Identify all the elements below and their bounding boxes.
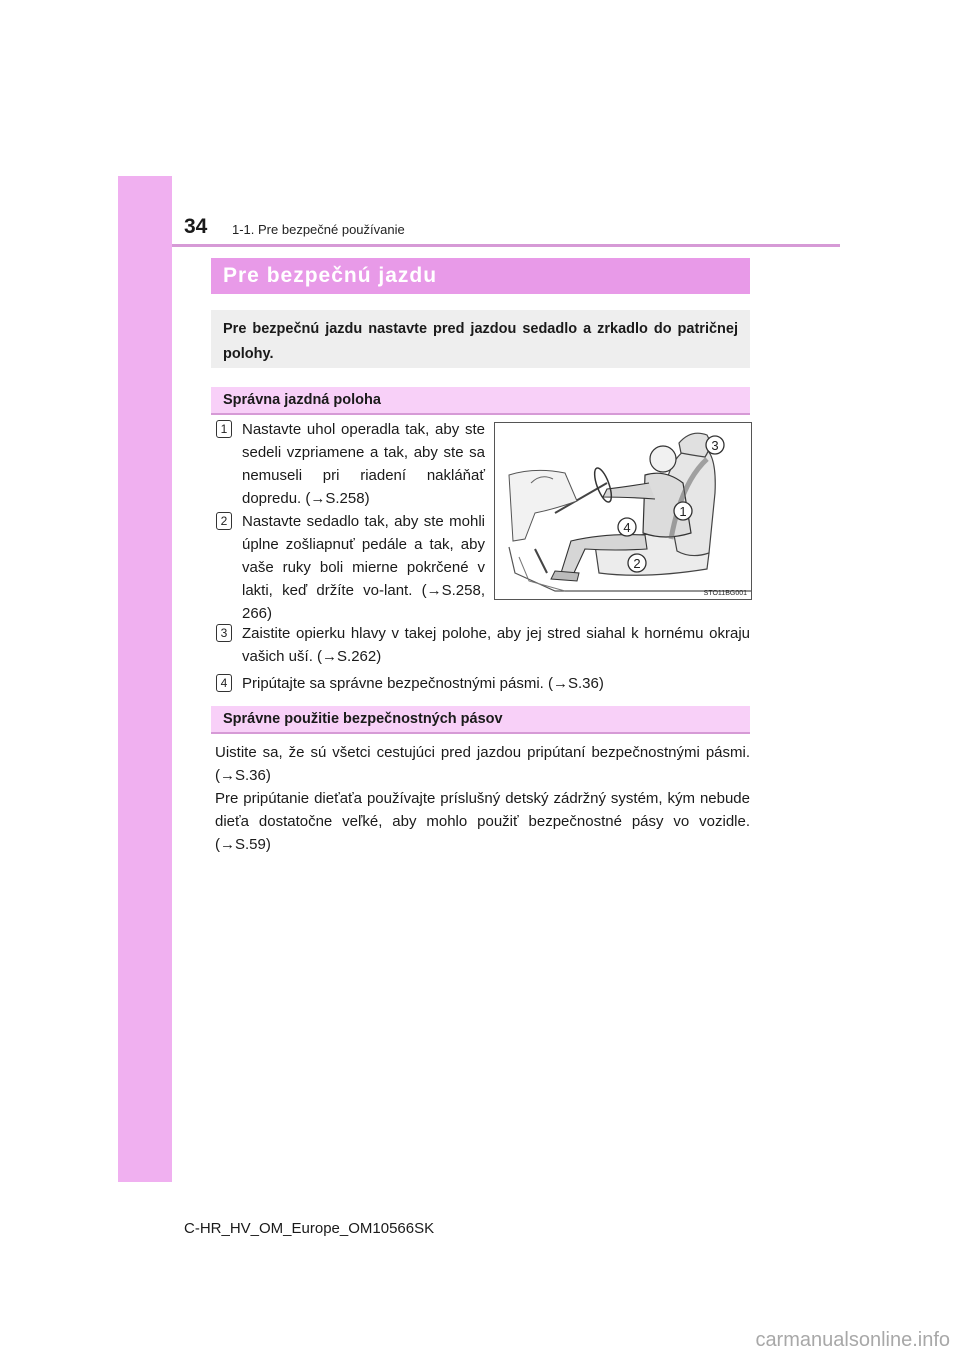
item-text: Nastavte uhol operadla tak, aby ste sedeli vzpriamene a tak, aby ste sa nemuseli pri riadení nakláňať dopredu. (→S.258) xyxy=(242,421,485,507)
seatbelt-paragraph-2: Pre pripútanie dieťaťa používajte príslušný detský zádržný systém, kým nebude dieťa dostatočne veľké, aby mohlo použiť bezpečnostné pásy vo vozidle. (→S.59) xyxy=(215,790,750,853)
item-number-badge: 4 xyxy=(216,674,232,692)
chapter-side-tab xyxy=(118,176,172,1182)
subheading-seatbelts xyxy=(211,706,750,734)
header-rule xyxy=(172,244,840,247)
callout-3: 3 xyxy=(711,438,719,453)
document-code: C-HR_HV_OM_Europe_OM10566SK xyxy=(184,1220,435,1237)
seated-driver-drawing xyxy=(495,423,751,599)
seatbelt-paragraph-1: Uistite sa, že sú všetci cestujúci pred jazdou pripútaní bezpečnostnými pásmi. (→S.36) xyxy=(215,744,750,784)
item-number-badge: 2 xyxy=(216,512,232,530)
running-head: 1-1. Pre bezpečné používanie xyxy=(232,222,405,237)
callout-1: 1 xyxy=(679,504,687,519)
item-text: Pripútajte sa správne bezpečnostnými pásmi. (→S.36) xyxy=(242,675,604,692)
watermark: carmanualsonline.info xyxy=(755,1329,950,1351)
callout-4: 4 xyxy=(623,520,631,535)
subheading-text: Správne použitie bezpečnostných pásov xyxy=(223,711,503,727)
page-number: 34 xyxy=(184,215,208,238)
item-text: Zaistite opierku hlavy v takej polohe, aby jej stred siahal k hornému okraju vašich uší. (→S.262) xyxy=(242,625,750,665)
item-text: Nastavte sedadlo tak, aby ste mohli úplne zošliapnuť pedále a tak, aby vaše ruky boli mierne pokrčené v lakti, keď držíte vo-lant. (→S.258, 266) xyxy=(242,513,485,622)
callout-2: 2 xyxy=(633,556,641,571)
section-title: Pre bezpečnú jazdu xyxy=(223,264,438,287)
driving-position-illustration xyxy=(494,422,752,600)
item-number-badge: 3 xyxy=(216,624,232,642)
section-title-bar xyxy=(211,258,750,294)
subheading-text: Správna jazdná poloha xyxy=(223,392,381,408)
item-number-badge: 1 xyxy=(216,420,232,438)
subheading-driving-position xyxy=(211,387,750,415)
intro-text: Pre bezpečnú jazdu nastavte pred jazdou sedadlo a zrkadlo do patričnej polohy. xyxy=(223,321,738,362)
figure-code: STO11BG001 xyxy=(703,590,747,597)
intro-box xyxy=(211,310,750,368)
